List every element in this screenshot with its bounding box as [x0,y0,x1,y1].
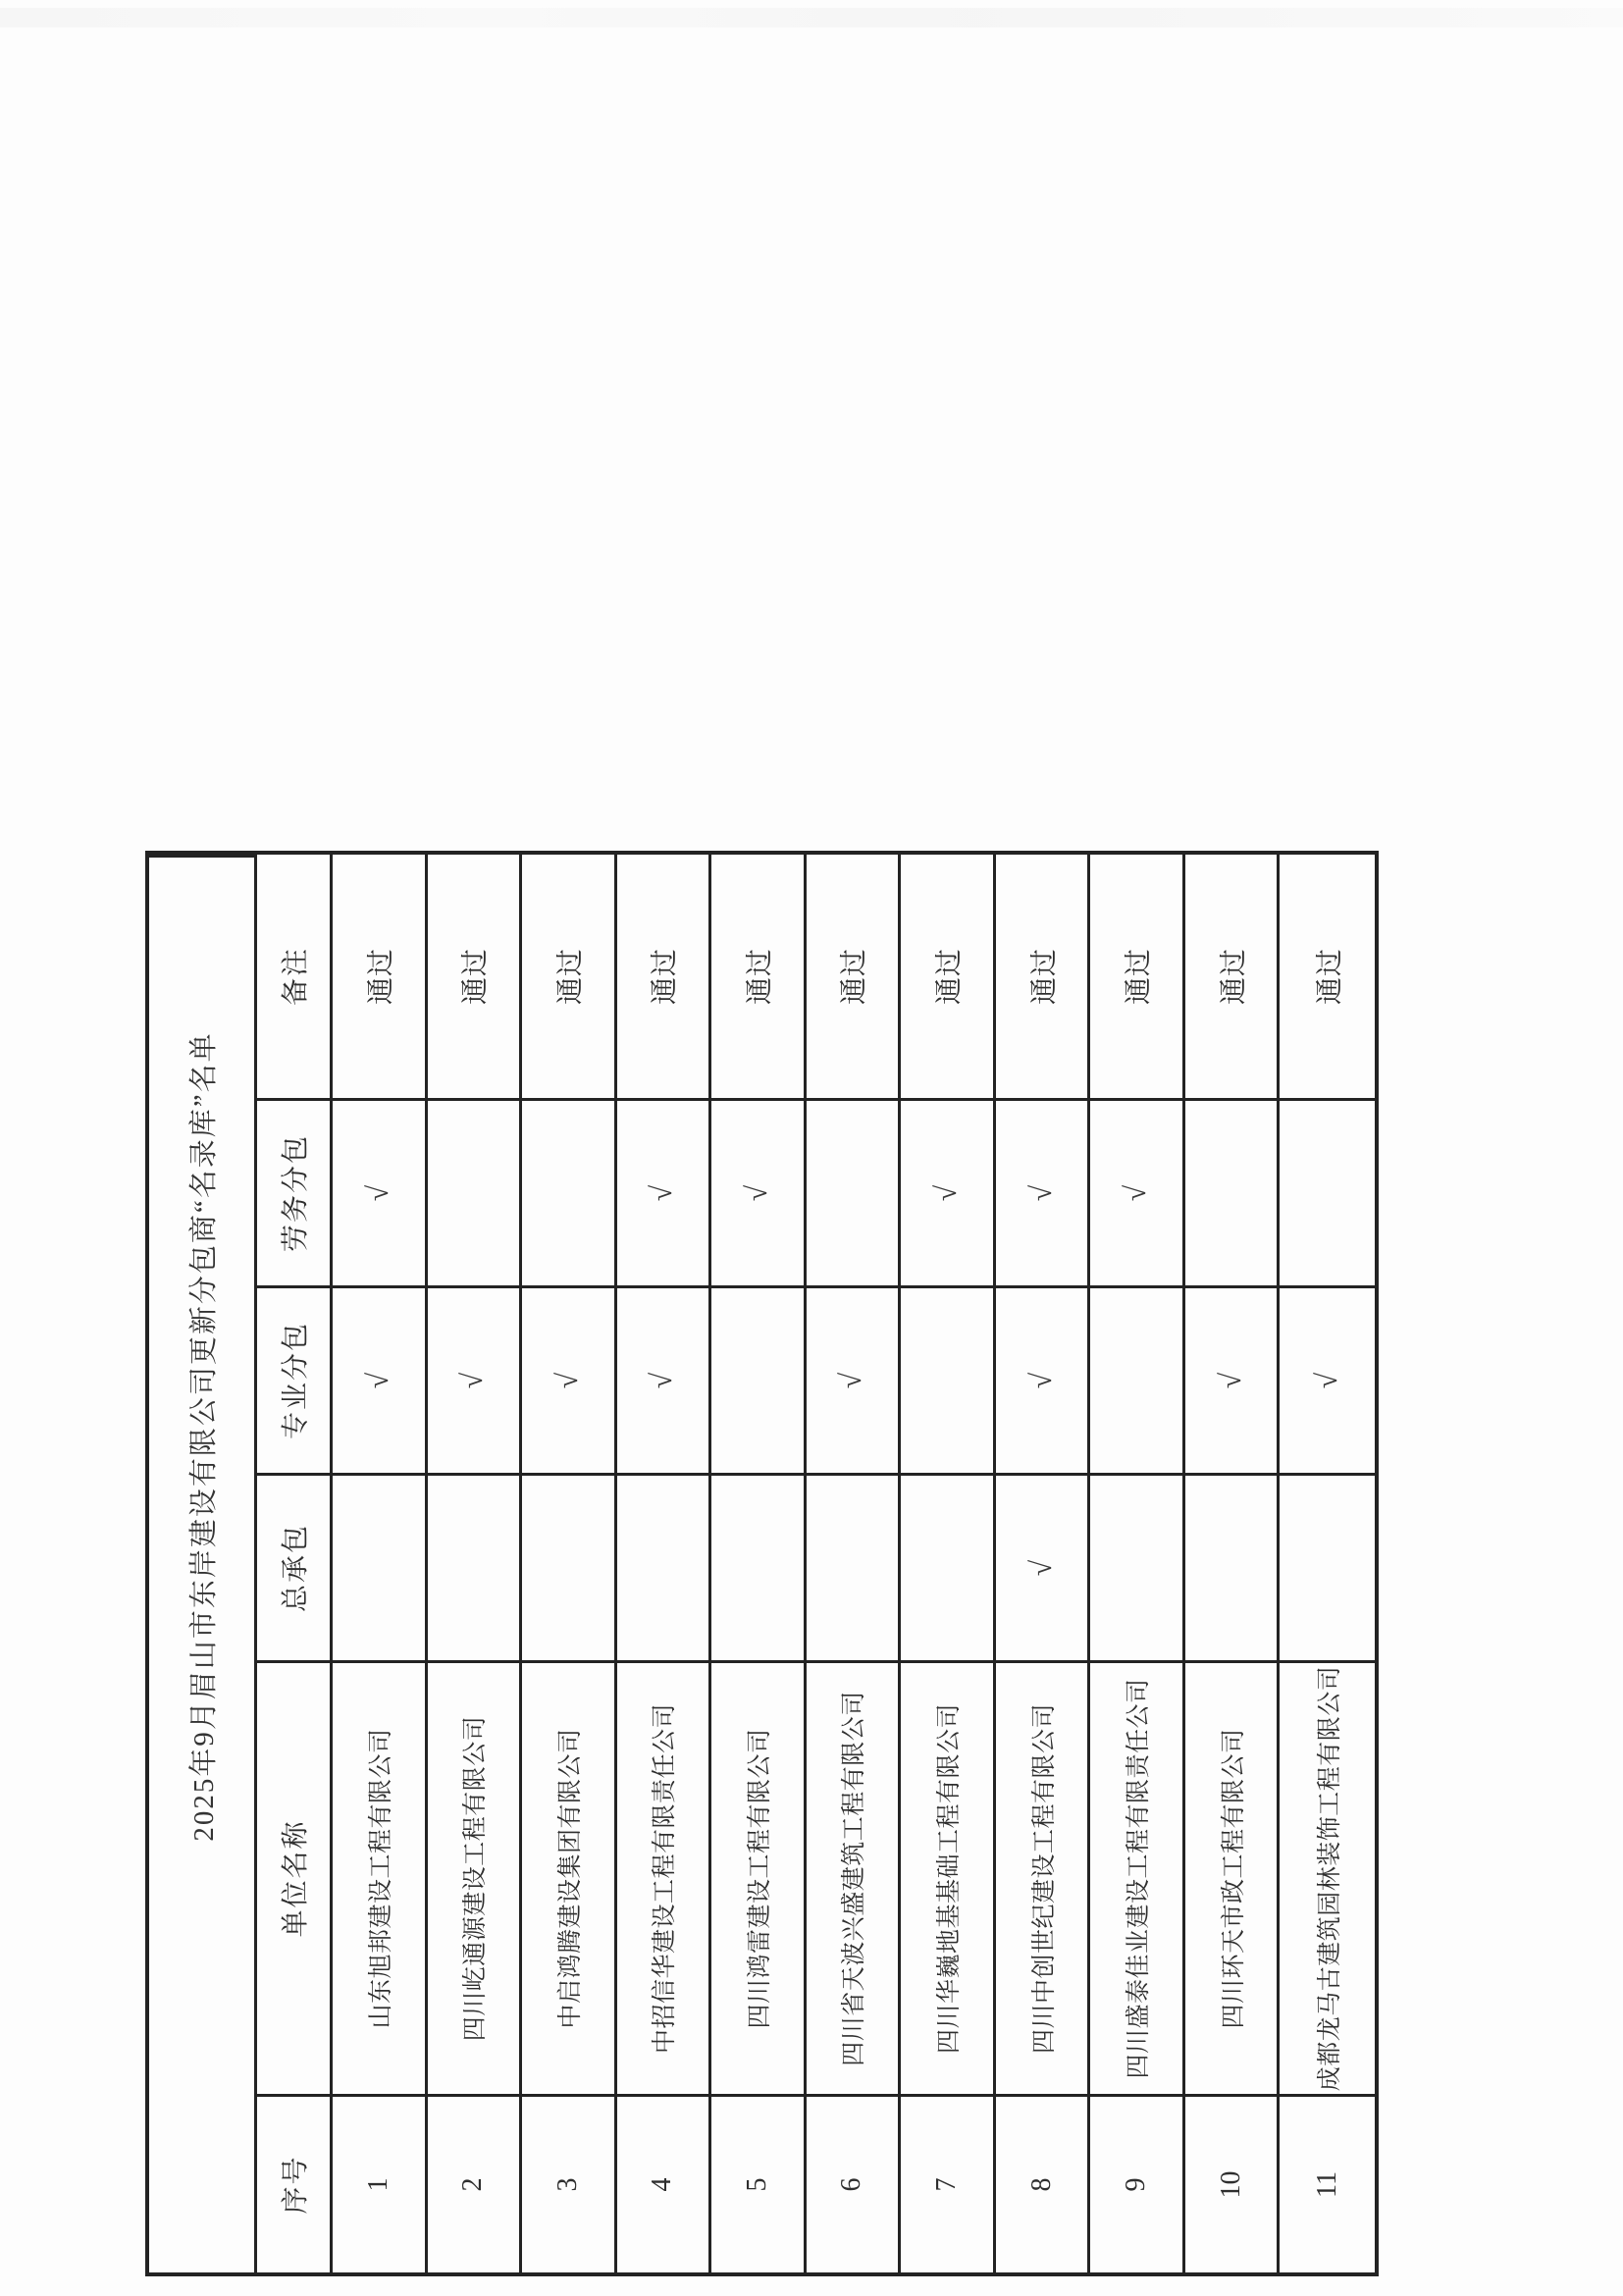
cell-remark: 通过 [807,855,902,1098]
cell-remark: 通过 [428,855,523,1098]
cell-serial: 4 [617,2094,712,2272]
cell-labor-subcontract [1185,1098,1281,1285]
cell-remark: 通过 [1314,948,1345,1006]
rotated-sheet [145,851,1379,2276]
cell-remark: 通过 [333,855,428,1098]
page-title: 2025年9月眉山市东岸建设有限公司更新分包商“名录库”名单 [188,1031,220,1842]
cell-general-contract [1090,1473,1185,1660]
cell-professional-subcontract: √ [1280,1285,1375,1473]
cell-remark: 通过 [1185,855,1281,1098]
cell-labor-subcontract: √ [901,1098,996,1285]
column-header-3: 总承包 [257,1473,333,1660]
cell-professional-subcontract [1090,1285,1185,1473]
cell-labor-subcontract: √ [711,1098,807,1285]
cell-company-name: 中启鸿腾建设集团有限公司 [522,1660,617,2094]
cell-company-name: 成都龙马古建筑园林装饰工程有限公司 [1280,1660,1375,2094]
cell-professional-subcontract: √ [522,1285,617,1473]
cell-professional-subcontract: √ [1185,1285,1281,1473]
cell-professional-subcontract [711,1285,807,1473]
cell-general-contract: √ [996,1473,1091,1660]
cell-labor-subcontract [1280,1098,1375,1285]
cell-company-name: 四川环天市政工程有限公司 [1185,1660,1281,2094]
cell-company-name: 四川屹通源建设工程有限公司 [428,1660,523,2094]
cell-serial: 8 [996,2094,1091,2272]
cell-serial: 10 [1185,2094,1281,2272]
cell-general-contract [711,1473,807,1660]
cell-general-contract [428,1473,523,1660]
cell-serial: 3 [522,2094,617,2272]
cell-general-contract [1185,1473,1281,1660]
cell-labor-subcontract: √ [1090,1098,1185,1285]
cell-remark: 通过 [1090,855,1185,1098]
cell-general-contract [617,1473,712,1660]
cell-company-name: 四川华巍地基基础工程有限公司 [901,1660,996,2094]
cell-labor-subcontract [522,1098,617,1285]
cell-labor-subcontract [807,1098,902,1285]
cell-company-name: 四川中创世纪建设工程有限公司 [996,1660,1091,2094]
column-header-4: 专业分包 [257,1285,333,1473]
cell-remark: 通过 [617,855,712,1098]
cell-company-name: 四川盛泰佳业建设工程有限责任公司 [1090,1660,1185,2094]
cell-serial: 1 [333,2094,428,2272]
cell-general-contract [522,1473,617,1660]
cell-remark: 通过 [711,855,807,1098]
cell-labor-subcontract: √ [333,1098,428,1285]
column-header-6: 备注 [257,855,333,1098]
cell-general-contract [1280,1473,1375,1660]
cell-professional-subcontract: √ [807,1285,902,1473]
cell-remark: 通过 [901,855,996,1098]
cell-general-contract [807,1473,902,1660]
cell-company-name: 中招信华建设工程有限责任公司 [617,1660,712,2094]
cell-labor-subcontract [428,1098,523,1285]
cell-company-name: 山东旭邦建设工程有限公司 [333,1660,428,2094]
cell-general-contract [901,1473,996,1660]
scan-artifact-band [0,8,1623,27]
cell-serial: 9 [1090,2094,1185,2272]
cell-professional-subcontract: √ [428,1285,523,1473]
cell-remark: 通过 [996,855,1091,1098]
cell-professional-subcontract: √ [996,1285,1091,1473]
cell-serial: 7 [901,2094,996,2272]
cell-company-name: 四川鸿雷建设工程有限公司 [711,1660,807,2094]
column-header-2: 单位名称 [257,1660,333,2094]
table-title-cell [149,855,257,2272]
subcontractor-directory-table [145,851,1379,2276]
cell-serial: 5 [711,2094,807,2272]
cell-professional-subcontract [901,1285,996,1473]
cell-serial: 11 [1280,2094,1375,2272]
cell-labor-subcontract: √ [996,1098,1091,1285]
column-header-1: 序号 [257,2094,333,2272]
cell-serial: 2 [428,2094,523,2272]
cell-labor-subcontract: √ [617,1098,712,1285]
cell-general-contract [333,1473,428,1660]
cell-professional-subcontract: √ [333,1285,428,1473]
column-header-5: 劳务分包 [257,1098,333,1285]
cell-remark: 通过 [522,855,617,1098]
cell-company-name: 四川省天波兴盛建筑工程有限公司 [807,1660,902,2094]
cell-professional-subcontract: √ [617,1285,712,1473]
cell-serial: 6 [807,2094,902,2272]
